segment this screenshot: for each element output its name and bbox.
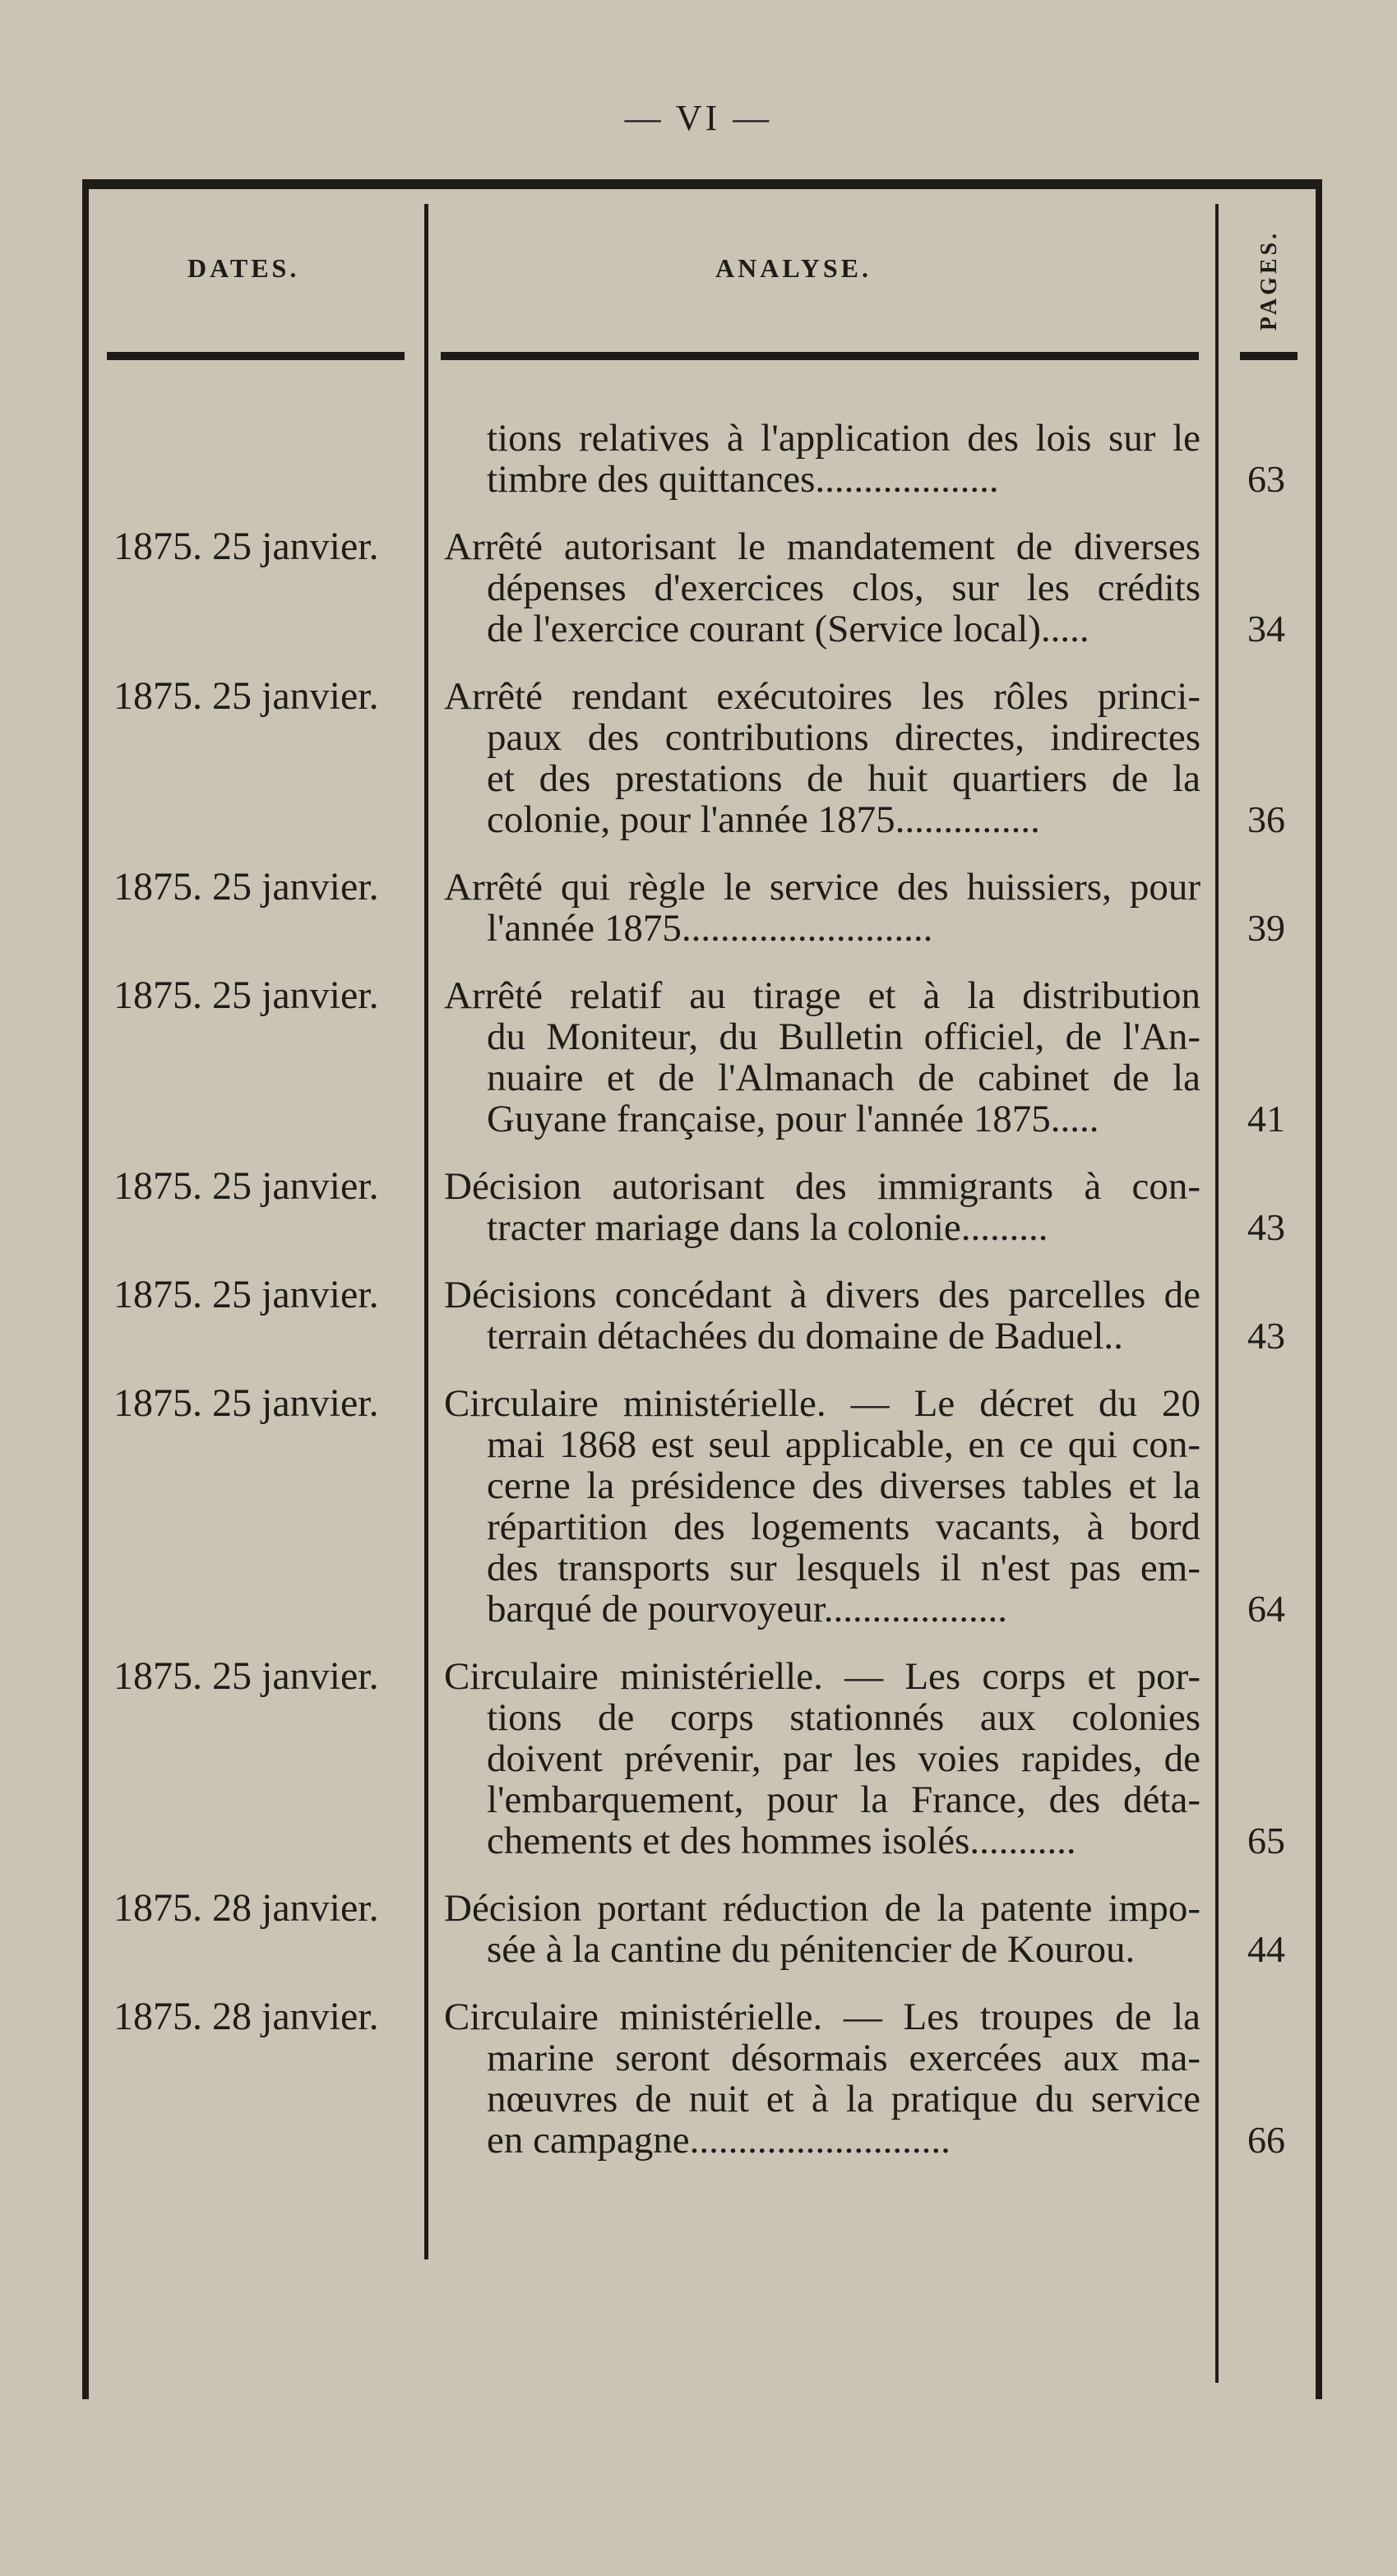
entry-analyse <box>428 1888 1217 1970</box>
entry-date: 1875. 25 janvier. <box>113 1164 379 1208</box>
analyse-line: nuaire et de l'Almanach de cabinet de la <box>487 1057 1200 1099</box>
entry-page: 39 <box>1247 907 1285 949</box>
analyse-line: du Moniteur, du Bulletin officiel, de l'An- <box>487 1015 1200 1058</box>
entry-analyse <box>428 975 1217 1140</box>
entry-date: 1875. 25 janvier. <box>113 1381 379 1425</box>
table-row <box>82 1383 1322 1630</box>
analyse-line: tions relatives à l'application des lois sur le <box>487 417 1200 460</box>
analyse-line: cerne la présidence des diverses tables et la <box>487 1464 1200 1507</box>
analyse-line: dépenses d'exercices clos, sur les crédits <box>487 567 1200 609</box>
entry-date: 1875. 28 janvier. <box>113 1886 379 1930</box>
entry-page: 36 <box>1247 798 1285 840</box>
analyse-line: tracter mariage dans la colonie......... <box>487 1206 1048 1249</box>
analyse-line: Arrêté relatif au tirage et à la distribution <box>444 974 1200 1017</box>
analyse-line: en campagne........................... <box>487 2119 951 2162</box>
analyse-line: des transports sur lesquels il n'est pas em- <box>487 1547 1200 1589</box>
analyse-line: Décision autorisant des immigrants à con- <box>444 1165 1200 1208</box>
table-row <box>82 1888 1322 1970</box>
entry-date: 1875. 25 janvier. <box>113 1273 379 1316</box>
header-underline-pages <box>1240 352 1298 360</box>
top-rule <box>82 179 1322 189</box>
table-row <box>82 1274 1322 1357</box>
entry-analyse <box>428 1274 1217 1357</box>
entry-page: 66 <box>1247 2119 1285 2161</box>
analyse-line: sée à la cantine du pénitencier de Kourou. <box>487 1928 1136 1971</box>
analyse-line: Décision portant réduction de la patente impo- <box>444 1887 1200 1930</box>
entries-list <box>82 418 1322 2187</box>
entry-analyse <box>428 1996 1217 2161</box>
entry-analyse <box>428 1383 1217 1630</box>
entry-date: 1875. 25 janvier. <box>113 674 379 718</box>
analyse-line: Arrêté autorisant le mandatement de diverses <box>444 525 1200 568</box>
entry-page: 34 <box>1247 608 1285 650</box>
table-row <box>82 1656 1322 1861</box>
table-row <box>82 867 1322 949</box>
entry-page: 64 <box>1247 1588 1285 1630</box>
analyse-line: Arrêté rendant exécutoires les rôles princi- <box>444 675 1200 718</box>
analyse-line: et des prestations de huit quartiers de la <box>487 757 1200 800</box>
analyse-line: nœuvres de nuit et à la pratique du service <box>487 2078 1200 2120</box>
table-row <box>82 975 1322 1140</box>
entry-page: 41 <box>1247 1098 1285 1140</box>
entry-date: 1875. 25 janvier. <box>113 974 379 1017</box>
analyse-line: Décisions concédant à divers des parcelles de <box>444 1274 1200 1316</box>
analyse-line: timbre des quittances................... <box>487 458 999 501</box>
entry-analyse <box>428 676 1217 840</box>
analyse-line: Circulaire ministérielle. — Les troupes de la <box>444 1996 1200 2038</box>
entry-analyse <box>428 867 1217 949</box>
analyse-line: mai 1868 est seul applicable, en ce qui con- <box>487 1423 1200 1466</box>
analyse-line: Guyane française, pour l'année 1875..... <box>487 1098 1099 1140</box>
table-row <box>82 418 1322 500</box>
header-pages-label: PAGES. <box>1256 229 1282 331</box>
analyse-line: Circulaire ministérielle. — Les corps et por- <box>444 1655 1200 1698</box>
analyse-line: tions de corps stationnés aux colonies <box>487 1696 1200 1739</box>
analyse-line: marine seront désormais exercées aux ma- <box>487 2037 1200 2079</box>
entry-date: 1875. 25 janvier. <box>113 865 379 909</box>
analyse-line: chements et des hommes isolés........... <box>487 1820 1076 1862</box>
table-row <box>82 526 1322 650</box>
entry-page: 65 <box>1247 1820 1285 1861</box>
entry-date: 1875. 25 janvier. <box>113 1654 379 1698</box>
analyse-line: Arrêté qui règle le service des huissiers, pour <box>444 866 1200 909</box>
analyse-line: l'année 1875.......................... <box>487 907 933 950</box>
entry-date: 1875. 28 janvier. <box>113 1995 379 2038</box>
entry-analyse <box>428 1166 1217 1248</box>
entry-page: 44 <box>1247 1928 1285 1970</box>
analyse-line: de l'exercice courant (Service local)..... <box>487 608 1089 650</box>
entry-date: 1875. 25 janvier. <box>113 525 379 568</box>
analyse-line: colonie, pour l'année 1875............... <box>487 798 1040 841</box>
header-dates: DATES. <box>187 253 300 283</box>
analyse-line: l'embarquement, pour la France, des déta- <box>487 1778 1200 1821</box>
header-pages <box>1237 227 1302 334</box>
header-analyse: ANALYSE. <box>715 253 872 283</box>
entry-analyse <box>428 1656 1217 1861</box>
entry-page: 63 <box>1247 458 1285 500</box>
entry-analyse <box>428 418 1217 500</box>
header-underline-dates <box>107 352 405 360</box>
entry-analyse <box>428 526 1217 650</box>
table-row <box>82 676 1322 840</box>
entry-page: 43 <box>1247 1206 1285 1248</box>
table-row <box>82 1996 1322 2161</box>
page-number: — VI — <box>624 98 773 138</box>
analyse-line: répartition des logements vacants, à bord <box>487 1505 1200 1548</box>
header-underline-analyse <box>441 352 1199 360</box>
analyse-line: paux des contributions directes, indirectes <box>487 716 1200 759</box>
analyse-line: terrain détachées du domaine de Baduel.. <box>487 1315 1123 1357</box>
table-row <box>82 1166 1322 1248</box>
analyse-line: barqué de pourvoyeur................... <box>487 1588 1008 1630</box>
analyse-line: doivent prévenir, par les voies rapides, de <box>487 1737 1200 1780</box>
entry-page: 43 <box>1247 1315 1285 1357</box>
analyse-line: Circulaire ministérielle. — Le décret du 20 <box>444 1382 1200 1425</box>
